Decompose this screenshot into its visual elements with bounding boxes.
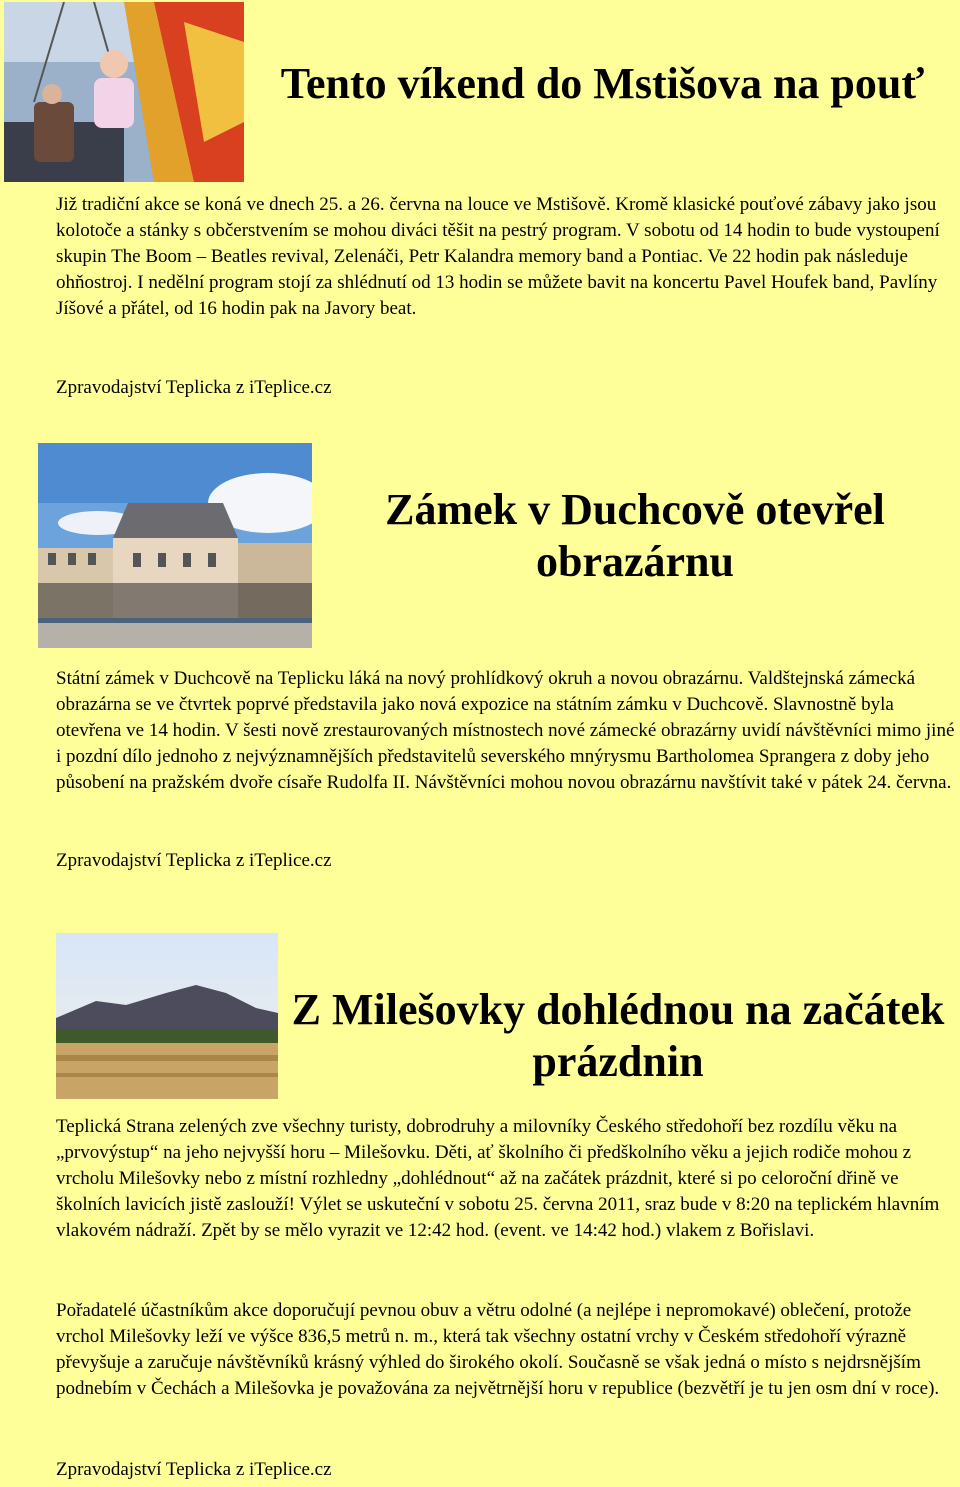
article-body: Teplická Strana zelených zve všechny turisty, dobrodruhy a milovníky Českého středohoří bez rozdílu věku na „prvovýstup“ na jeho nejvyšší horu – Milešovku. Děti, ať školního či předškolního věku a jejich rodiče mohou z vrcholu Milešovky nebo z místní rozhledny „dohlédnout“ až na začátek prázdnit, které si po celoroční dřině ve školních lavicích jistě zaslouží! Výlet se uskuteční v sobotu 25. června 2011, sraz bude v 8:20 na teplickém hlavním vlakovém nádraží. Zpět by se mělo vyrazit ve 12:42 hod. (event. ve 14:42 hod.) vlakem z Bořislavi. [56, 1116, 940, 1241]
article-title [330, 484, 940, 588]
carousel-photo [4, 2, 244, 182]
article-source: Zpravodajství Teplicka z iTeplice.cz [56, 377, 332, 398]
castle-photo [38, 443, 312, 648]
article-body: Státní zámek v Duchcově na Teplicku láká na nový prohlídkový okruh a novou obrazárnu. Valdštejnská zámecká obrazárna se ve čtvrtek poprvé představila jako nová expozice na státním zámku v Duchcově. Slavnostně byla otevřena ve 14 hodin. V šesti nově zrestaurovaných místnostech nové zámecké obrazárny uvidí návštěvníci mimo jiné i pozdní dílo jednoho z nejvýznamnějších představitelů severského mnýrysmu Bartholomea Sprangera z doby jeho působení na pražském dvoře císaře Rudolfa II. Návštěvníci mohou novou obrazárnu navštívit také v pátek 24. června. [56, 668, 955, 793]
article-title-line1: Zámek v Duchcově otevřel [385, 485, 885, 534]
article-source: Zpravodajství Teplicka z iTeplice.cz [56, 1459, 332, 1480]
article-title-line1: Z Milešovky dohlédnou na začátek [291, 985, 945, 1034]
article-title-line2: prázdnin [532, 1037, 704, 1086]
article-title-line2: obrazárnu [536, 537, 734, 586]
article-title [278, 984, 958, 1088]
article-body: Již tradiční akce se koná ve dnech 25. a 26. června na louce ve Mstišově. Kromě klasické pouťové zábavy jako jsou kolotoče a stánky s občerstvením se mohou diváci těšit na pestrý program. V sobotu od 14 hodin to bude vystoupení skupin The Boom – Beatles revival, Zelenáči, Petr Kalandra memory band a Pontiac. Ve 22 hodin pak následuje ohňostroj. I nedělní program stojí za shlédnutí od 13 hodin se můžete bavit na koncertu Pavel Houfek band, Pavlíny Jíšové a přátel, od 16 hodin pak na Javory beat. [56, 194, 940, 319]
article-title: Tento víkend do Mstišova na pouť [280, 59, 925, 108]
mountain-photo [56, 933, 278, 1099]
article-body: Pořadatelé účastníkům akce doporučují pevnou obuv a větru odolné (a nejlépe i nepromokavé) oblečení, protože vrchol Milešovky leží ve výšce 836,5 metrů n. m., která tak všechny ostatní vrchy v Českém středohoří výrazně převyšuje a zaručuje návštěvníků krásný výhled do širokého okolí. Současně se však jedná o místo s nejdrsnějším podnebím v Čechách a Milešovka je považována za největrnější horu v republice (bezvětří je tu jen osm dní v roce). [56, 1300, 940, 1399]
article-source: Zpravodajství Teplicka z iTeplice.cz [56, 850, 332, 871]
